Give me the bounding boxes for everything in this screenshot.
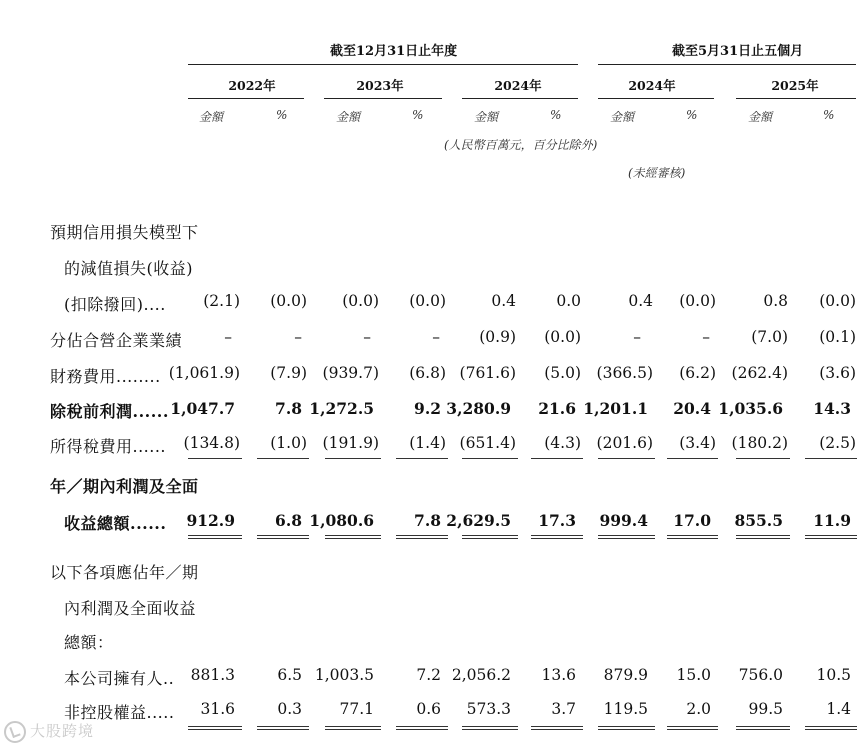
jv-2024-pct: (0.0): [544, 328, 581, 346]
jv-2025-amount: (7.0): [751, 328, 788, 346]
fin-2023-pct: (6.8): [409, 364, 446, 382]
nci-2024m-pct: 2.0: [686, 700, 711, 718]
jv-2024m-amount: –: [633, 328, 641, 346]
tci-2025-amount: 855.5: [734, 511, 783, 530]
nci-2023-amount: 77.1: [339, 700, 374, 718]
year-rule-2023: [324, 98, 442, 99]
fin-2024-pct: (5.0): [544, 364, 581, 382]
row-label-owners: 本公司擁有人..: [64, 669, 175, 688]
row-label-jv-share: 分佔合營企業業績: [50, 331, 183, 350]
pbt-2023-amount: 1,272.5: [309, 399, 374, 418]
row-label-ecl-line1: 預期信用損失模型下: [50, 223, 199, 242]
tax-2024-amount: (651.4): [459, 434, 516, 452]
watermark: [4, 720, 94, 743]
total-double-rule: [805, 535, 857, 539]
pbt-2025-amount: 1,035.6: [718, 399, 783, 418]
fin-2025-pct: (3.6): [819, 364, 856, 382]
fin-2024-amount: (761.6): [459, 364, 516, 382]
nci-2024-amount: 573.3: [466, 700, 511, 718]
total-double-rule: [188, 535, 242, 539]
fin-2024m-pct: (6.2): [679, 364, 716, 382]
total-double-rule: [805, 726, 857, 730]
header-rule-5m: [598, 64, 856, 65]
jv-2023-amount: –: [363, 328, 371, 346]
ecl-2024-pct: 0.0: [556, 292, 581, 310]
pbt-2022-amount: 1,047.7: [170, 399, 235, 418]
row-label-attributable-line3: 總額：: [64, 633, 114, 652]
pct-header: %: [686, 108, 698, 122]
pct-header: %: [550, 108, 562, 122]
ecl-2023-pct: (0.0): [409, 292, 446, 310]
amount-header: 金額: [474, 110, 499, 124]
tci-2024-amount: 2,629.5: [446, 511, 511, 530]
tci-2025-pct: 11.9: [813, 511, 851, 530]
pbt-2024m-amount: 1,201.1: [583, 399, 648, 418]
fin-2023-amount: (939.7): [322, 364, 379, 382]
own-2024m-pct: 15.0: [676, 666, 711, 684]
own-2022-amount: 881.3: [190, 666, 235, 684]
subtotal-rule: [188, 458, 242, 459]
amount-header: 金額: [336, 110, 361, 124]
tax-2024m-pct: (3.4): [679, 434, 716, 452]
fin-2024m-amount: (366.5): [596, 364, 653, 382]
row-label-profit-before-tax: 除稅前利潤......: [50, 402, 169, 421]
nci-2023-pct: 0.6: [416, 700, 441, 718]
watermark-logo-icon: [4, 721, 26, 743]
jv-2024-amount: (0.9): [479, 328, 516, 346]
amount-header: 金額: [199, 110, 224, 124]
pbt-2024-pct: 21.6: [538, 399, 576, 418]
nci-2022-pct: 0.3: [277, 700, 302, 718]
jv-2022-amount: –: [224, 328, 232, 346]
total-double-rule: [598, 535, 655, 539]
tci-2022-pct: 6.8: [275, 511, 302, 530]
own-2022-pct: 6.5: [277, 666, 302, 684]
pct-header: %: [823, 108, 835, 122]
row-label-nci: 非控股權益.....: [64, 703, 175, 722]
unaudited-note: (未經審核): [628, 166, 686, 180]
tax-2024m-amount: (201.6): [596, 434, 653, 452]
year-2023: 2023年: [356, 78, 404, 93]
total-double-rule: [736, 535, 790, 539]
tci-2023-pct: 7.8: [414, 511, 441, 530]
ecl-2024m-amount: 0.4: [628, 292, 653, 310]
tax-2022-pct: (1.0): [270, 434, 307, 452]
subtotal-rule: [531, 458, 583, 459]
jv-2022-pct: –: [294, 328, 302, 346]
tci-2024-pct: 17.3: [538, 511, 576, 530]
fin-2025-amount: (262.4): [731, 364, 788, 382]
ecl-2024m-pct: (0.0): [679, 292, 716, 310]
subtotal-rule: [462, 458, 518, 459]
year-2024-fy: 2024年: [494, 78, 542, 93]
year-rule-2024-5m: [598, 98, 714, 99]
total-double-rule: [257, 535, 309, 539]
row-label-attributable-line1: 以下各項應佔年／期: [50, 563, 199, 582]
row-label-ecl-line2: 的減值損失(收益): [64, 259, 193, 278]
total-double-rule: [598, 726, 655, 730]
tci-2024m-pct: 17.0: [673, 511, 711, 530]
total-double-rule: [325, 726, 381, 730]
row-label-attributable-line2: 內利潤及全面收益: [64, 599, 197, 618]
total-double-rule: [257, 726, 309, 730]
year-2025: 2025年: [771, 78, 819, 93]
amount-header: 金額: [748, 110, 773, 124]
tax-2023-pct: (1.4): [409, 434, 446, 452]
own-2024-amount: 2,056.2: [451, 666, 511, 684]
nci-2025-pct: 1.4: [826, 700, 851, 718]
fin-2022-amount: (1,061.9): [168, 364, 240, 382]
pbt-2022-pct: 7.8: [275, 399, 302, 418]
jv-2024m-pct: –: [702, 328, 710, 346]
row-label-income-tax: 所得稅費用......: [50, 437, 167, 456]
year-2022: 2022年: [228, 78, 276, 93]
row-label-total-comprehensive-line2: 收益總額......: [64, 514, 167, 533]
pbt-2024-amount: 3,280.9: [446, 399, 511, 418]
total-double-rule: [396, 726, 448, 730]
row-label-ecl-line3: (扣除撥回)....: [64, 295, 166, 314]
period-heading-fiscal-year: 截至12月31日止年度: [330, 44, 458, 59]
tax-2025-pct: (2.5): [819, 434, 856, 452]
ecl-2022-amount: (2.1): [203, 292, 240, 310]
tci-2023-amount: 1,080.6: [309, 511, 374, 530]
ecl-2023-amount: (0.0): [342, 292, 379, 310]
ecl-2025-pct: (0.0): [819, 292, 856, 310]
nci-2024m-amount: 119.5: [603, 700, 648, 718]
watermark-text: 大股跨境: [30, 722, 95, 740]
year-rule-2024-fy: [462, 98, 578, 99]
nci-2022-amount: 31.6: [200, 700, 235, 718]
total-double-rule: [325, 535, 381, 539]
subtotal-rule: [396, 458, 448, 459]
nci-2025-amount: 99.5: [748, 700, 783, 718]
own-2025-pct: 10.5: [816, 666, 851, 684]
year-rule-2022: [188, 98, 304, 99]
subtotal-rule: [805, 458, 857, 459]
fin-2022-pct: (7.9): [270, 364, 307, 382]
own-2024-pct: 13.6: [541, 666, 576, 684]
total-double-rule: [188, 726, 242, 730]
tax-2024-pct: (4.3): [544, 434, 581, 452]
tax-2022-amount: (134.8): [183, 434, 240, 452]
total-double-rule: [531, 535, 583, 539]
jv-2023-pct: –: [432, 328, 440, 346]
pbt-2024m-pct: 20.4: [673, 399, 711, 418]
total-double-rule: [462, 535, 518, 539]
year-rule-2025: [736, 98, 856, 99]
pct-header: %: [412, 108, 424, 122]
pct-header: %: [276, 108, 288, 122]
pbt-2023-pct: 9.2: [414, 399, 441, 418]
total-double-rule: [667, 535, 718, 539]
total-double-rule: [462, 726, 518, 730]
own-2024m-amount: 879.9: [603, 666, 648, 684]
subtotal-rule: [257, 458, 309, 459]
nci-2024-pct: 3.7: [551, 700, 576, 718]
ecl-2022-pct: (0.0): [270, 292, 307, 310]
year-2024-5m: 2024年: [628, 78, 676, 93]
subtotal-rule: [736, 458, 790, 459]
own-2023-pct: 7.2: [416, 666, 441, 684]
units-note: (人民幣百萬元，百分比除外): [444, 138, 598, 152]
row-label-total-comprehensive-line1: 年／期內利潤及全面: [50, 477, 199, 496]
ecl-2024-amount: 0.4: [491, 292, 516, 310]
own-2023-amount: 1,003.5: [314, 666, 374, 684]
tci-2024m-amount: 999.4: [599, 511, 648, 530]
tci-2022-amount: 912.9: [186, 511, 235, 530]
total-double-rule: [736, 726, 790, 730]
total-double-rule: [667, 726, 718, 730]
header-rule-fy: [188, 64, 578, 65]
subtotal-rule: [667, 458, 718, 459]
total-double-rule: [531, 726, 583, 730]
tax-2023-amount: (191.9): [322, 434, 379, 452]
jv-2025-pct: (0.1): [819, 328, 856, 346]
tax-2025-amount: (180.2): [731, 434, 788, 452]
subtotal-rule: [325, 458, 381, 459]
total-double-rule: [396, 535, 448, 539]
subtotal-rule: [598, 458, 655, 459]
ecl-2025-amount: 0.8: [763, 292, 788, 310]
amount-header: 金額: [610, 110, 635, 124]
row-label-finance-costs: 財務費用........: [50, 367, 161, 386]
period-heading-five-months: 截至5月31日止五個月: [672, 44, 804, 59]
pbt-2025-pct: 14.3: [813, 399, 851, 418]
own-2025-amount: 756.0: [738, 666, 783, 684]
